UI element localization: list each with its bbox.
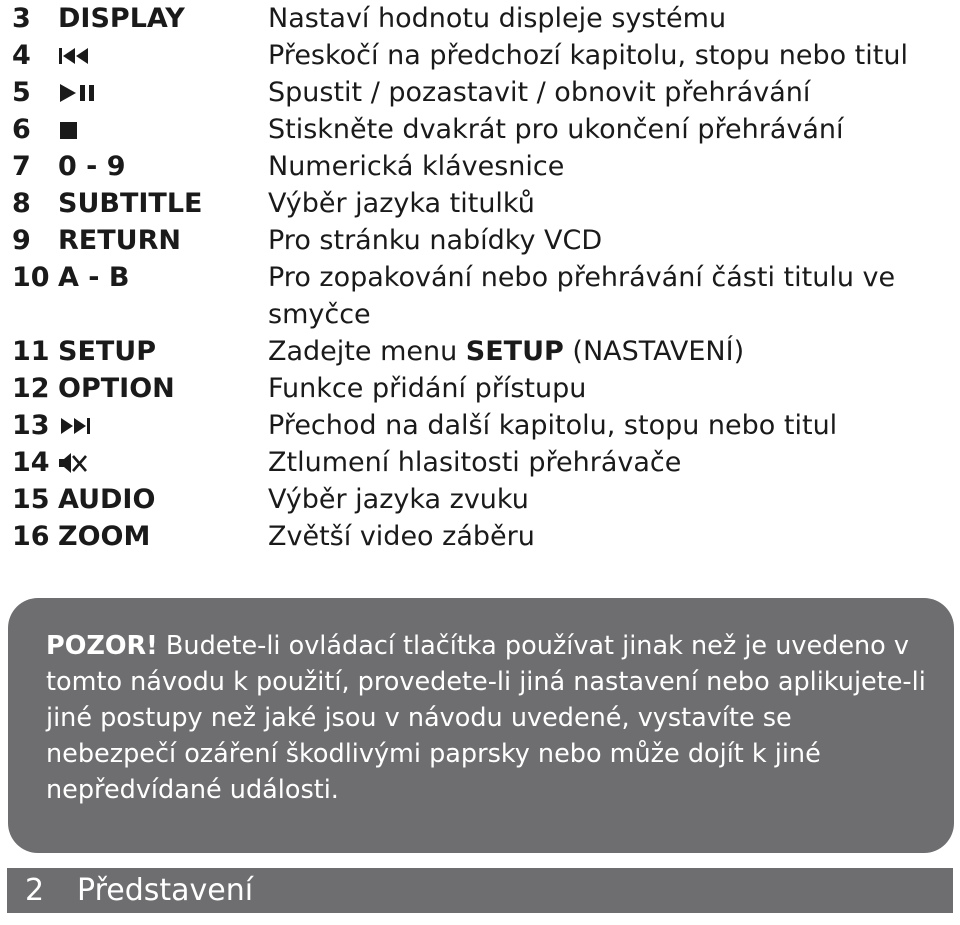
list-item (0, 259, 960, 296)
key-icon-wrapper (58, 444, 88, 481)
item-number: 10 (12, 262, 50, 293)
key-label: RETURN (58, 225, 181, 256)
list-item (0, 74, 960, 111)
item-description: Stiskněte dvakrát pro ukončení přehrávání (268, 114, 844, 145)
list-item (0, 37, 960, 74)
item-number: 3 (12, 3, 31, 34)
item-description: Pro zopakování nebo přehrávání části titulu ve (268, 262, 896, 293)
item-number: 8 (12, 188, 31, 219)
key-label: AUDIO (58, 484, 156, 515)
item-description: Přechod na další kapitolu, stopu nebo titul (268, 410, 838, 441)
stop-icon (58, 119, 80, 141)
item-number: 9 (12, 225, 31, 256)
list-item (0, 518, 960, 555)
item-description: Přeskočí na předchozí kapitolu, stopu nebo titul (268, 40, 908, 71)
list-item (0, 0, 960, 37)
section-title: Představení (77, 873, 254, 908)
item-description: Zvětší video záběru (268, 521, 535, 552)
item-description: Funkce přidání přístupu (268, 373, 587, 404)
page-number: 2 (25, 873, 45, 908)
list-item (0, 370, 960, 407)
item-number: 14 (12, 447, 50, 478)
list-item (0, 333, 960, 370)
item-number: 6 (12, 114, 31, 145)
item-description: Spustit / pozastavit / obnovit přehrávání (268, 77, 811, 108)
item-description: Ztlumení hlasitosti přehrávače (268, 447, 682, 478)
key-label: A - B (58, 262, 130, 293)
item-description: Výběr jazyka titulků (268, 188, 535, 219)
key-label: 0 - 9 (58, 151, 126, 182)
item-description: Numerická klávesnice (268, 151, 565, 182)
list-item (0, 481, 960, 518)
description-prefix: Zadejte menu (268, 336, 466, 367)
warning-label: POZOR! (46, 631, 158, 661)
key-label: ZOOM (58, 521, 151, 552)
key-icon-wrapper (58, 111, 80, 148)
item-number: 15 (12, 484, 50, 515)
key-icon-wrapper (58, 74, 102, 111)
play-pause-icon (58, 82, 102, 104)
list-item (0, 222, 960, 259)
item-description-continued: smyčce (268, 299, 371, 330)
key-icon-wrapper (58, 37, 92, 74)
description-bold: SETUP (465, 336, 564, 367)
warning-text (46, 628, 926, 808)
item-description: Pro stránku nabídky VCD (268, 225, 603, 256)
key-label: DISPLAY (58, 3, 185, 34)
key-icon-wrapper (58, 407, 92, 444)
description-suffix: (NASTAVENÍ) (563, 336, 745, 367)
page-footer (7, 868, 953, 913)
list-item (0, 111, 960, 148)
key-label: OPTION (58, 373, 175, 404)
item-description: Výběr jazyka zvuku (268, 484, 529, 515)
key-label: SUBTITLE (58, 188, 203, 219)
warning-panel (8, 598, 954, 853)
item-number: 5 (12, 77, 31, 108)
item-number: 4 (12, 40, 31, 71)
warning-body: Budete-li ovládací tlačítka používat jinak než je uvedeno v tomto návodu k použití, provedete-li jiná nastavení nebo aplikujete-li jiné postupy než jaké jsou v návodu uvedené, vystavíte se nebezpečí ozáření škodlivými paprsky nebo může dojít k jiné nepředvídané události. (46, 631, 926, 805)
key-label: SETUP (58, 336, 157, 367)
item-number: 16 (12, 521, 50, 552)
item-number: 11 (12, 336, 50, 367)
list-item (0, 185, 960, 222)
list-item-continuation (0, 296, 960, 333)
previous-icon (58, 46, 92, 66)
item-number: 7 (12, 151, 31, 182)
item-description (268, 333, 744, 370)
list-item (0, 407, 960, 444)
list-item (0, 148, 960, 185)
item-number: 13 (12, 410, 50, 441)
item-description: Nastaví hodnotu displeje systému (268, 3, 727, 34)
list-item (0, 444, 960, 481)
item-number: 12 (12, 373, 50, 404)
next-icon (58, 416, 92, 436)
mute-icon (58, 451, 88, 475)
